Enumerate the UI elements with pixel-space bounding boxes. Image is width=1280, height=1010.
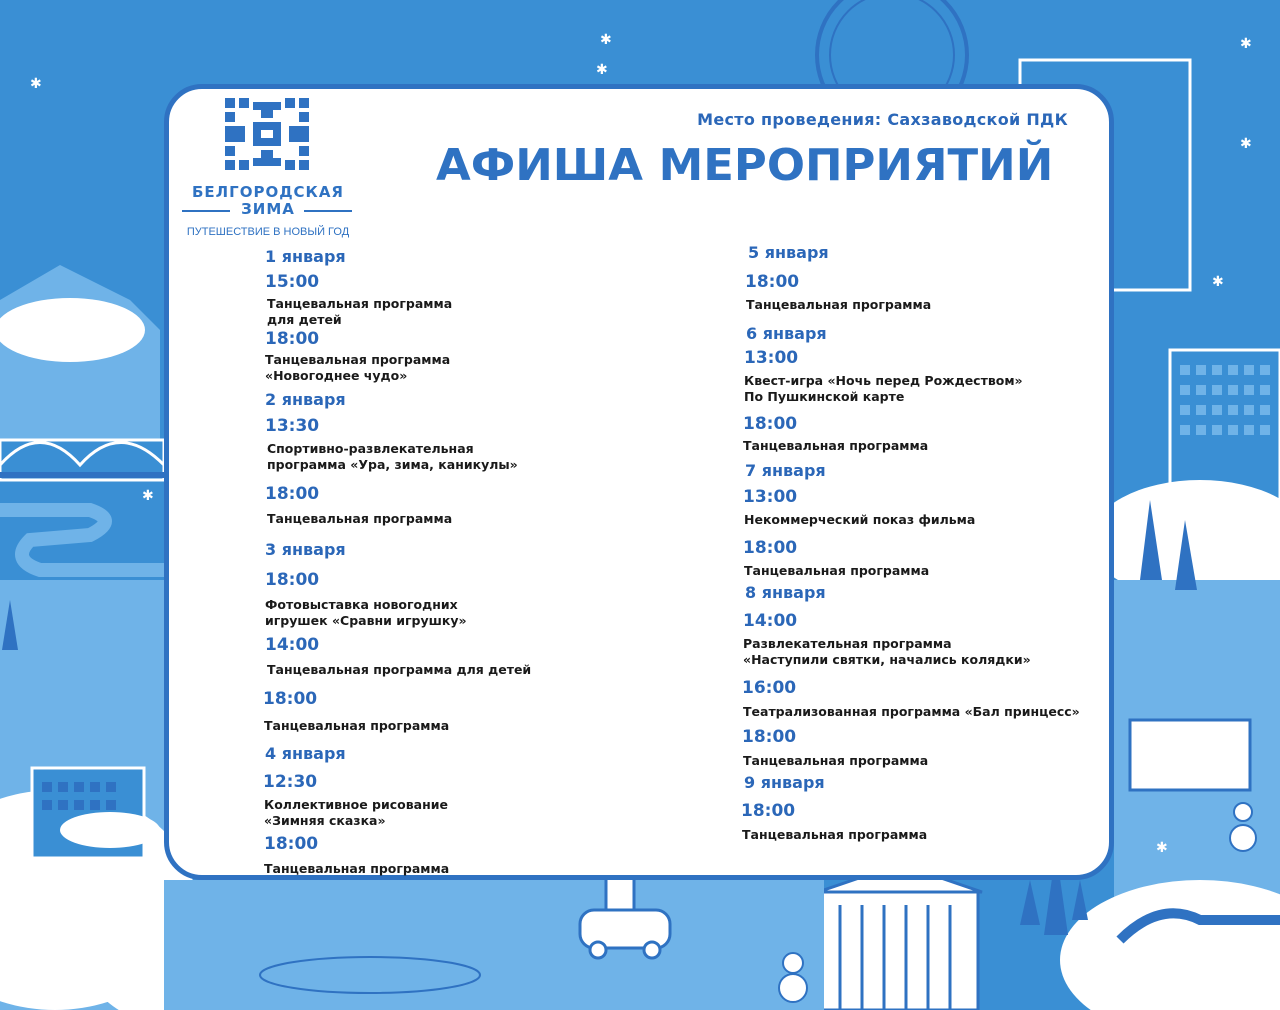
belgorod-winter-logo bbox=[178, 98, 363, 240]
date-heading: 8 января bbox=[745, 583, 826, 602]
date-heading: 1 января bbox=[265, 247, 346, 266]
event-time: 18:00 bbox=[264, 834, 319, 854]
event-time: 13:00 bbox=[744, 348, 799, 368]
event-time: 18:00 bbox=[263, 689, 318, 709]
logo-divider-left bbox=[182, 210, 230, 212]
event-title: Танцевальная программа «Новогоднее чудо» bbox=[265, 352, 451, 383]
event-time: 18:00 bbox=[743, 414, 798, 434]
event-title: Танцевальная программа bbox=[742, 827, 928, 842]
logo-name: БЕЛГОРОДСКАЯ ЗИМА bbox=[192, 183, 344, 218]
svg-text:✱: ✱ bbox=[1240, 36, 1252, 52]
event-title: Коллективное рисование «Зимняя сказка» bbox=[264, 797, 448, 828]
event-title: Спортивно-развлекательная программа «Ура, зима, каникулы» bbox=[267, 441, 518, 472]
date-heading: 3 января bbox=[265, 540, 346, 559]
event-time: 18:00 bbox=[745, 272, 800, 292]
logo-divider-right bbox=[304, 210, 352, 212]
event-title: Танцевальная программа для детей bbox=[267, 662, 532, 677]
snowflake-pattern-icon bbox=[225, 98, 309, 170]
svg-text:✱: ✱ bbox=[1156, 840, 1168, 856]
svg-text:✱: ✱ bbox=[1240, 136, 1252, 152]
svg-text:✱: ✱ bbox=[1212, 274, 1224, 290]
event-title: Фотовыставка новогодних игрушек «Сравни игрушку» bbox=[265, 597, 467, 628]
event-time: 18:00 bbox=[265, 484, 320, 504]
event-title: Танцевальная программа bbox=[264, 861, 450, 876]
event-time: 14:00 bbox=[265, 635, 320, 655]
page-title: АФИША МЕРОПРИЯТИЙ bbox=[436, 140, 1054, 191]
event-title: Танцевальная программа bbox=[744, 563, 930, 578]
event-title: Танцевальная программа bbox=[743, 438, 929, 453]
event-time: 16:00 bbox=[742, 678, 797, 698]
event-time: 15:00 bbox=[265, 272, 320, 292]
event-title: Некоммерческий показ фильма bbox=[744, 512, 976, 527]
date-heading: 4 января bbox=[265, 744, 346, 763]
svg-text:✱: ✱ bbox=[596, 62, 608, 78]
event-time: 18:00 bbox=[265, 570, 320, 590]
event-title: Танцевальная программа bbox=[746, 297, 932, 312]
event-time: 18:00 bbox=[741, 801, 796, 821]
logo-tagline: ПУТЕШЕСТВИЕ В НОВЫЙ ГОД bbox=[186, 226, 350, 238]
event-title: Танцевальная программа bbox=[264, 718, 450, 733]
event-time: 18:00 bbox=[265, 329, 320, 349]
date-heading: 2 января bbox=[265, 390, 346, 409]
venue-text: Место проведения: Сахзаводской ПДК bbox=[697, 110, 1068, 129]
event-time: 13:00 bbox=[743, 487, 798, 507]
event-time: 13:30 bbox=[265, 416, 320, 436]
event-title: Танцевальная программа bbox=[743, 753, 929, 768]
event-time: 18:00 bbox=[743, 538, 798, 558]
event-title: Танцевальная программа bbox=[267, 511, 453, 526]
event-title: Театрализованная программа «Бал принцесс» bbox=[743, 704, 1080, 719]
event-title: Танцевальная программа для детей bbox=[267, 296, 453, 327]
event-time: 14:00 bbox=[743, 611, 798, 631]
date-heading: 5 января bbox=[748, 243, 829, 262]
event-time: 18:00 bbox=[742, 727, 797, 747]
event-time: 12:30 bbox=[263, 772, 318, 792]
date-heading: 9 января bbox=[744, 773, 825, 792]
event-title: Развлекательная программа «Наступили святки, начались колядки» bbox=[743, 636, 1031, 667]
date-heading: 6 января bbox=[746, 324, 827, 343]
svg-text:✱: ✱ bbox=[142, 488, 154, 504]
event-title: Квест-игра «Ночь перед Рождеством» По Пушкинской карте bbox=[744, 373, 1023, 404]
svg-text:✱: ✱ bbox=[30, 76, 42, 92]
date-heading: 7 января bbox=[745, 461, 826, 480]
svg-text:✱: ✱ bbox=[600, 32, 612, 48]
